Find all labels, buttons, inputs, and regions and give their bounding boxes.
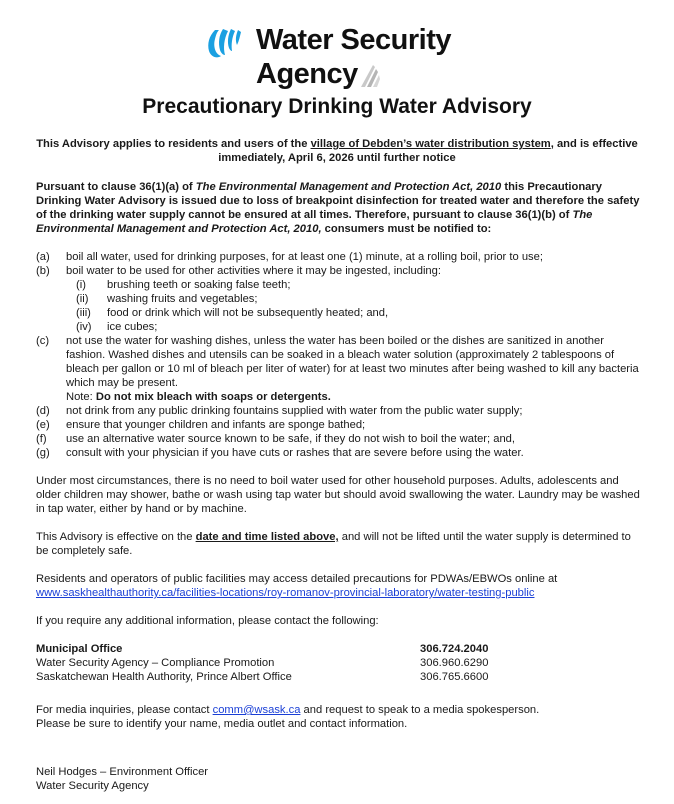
page-title: Precautionary Drinking Water Advisory <box>142 95 532 118</box>
sub-label: (ii) <box>76 293 89 305</box>
media-text: For media inquiries, please contact <box>36 704 213 716</box>
effective-paragraph <box>36 530 642 558</box>
note-label: Note: <box>66 391 96 403</box>
list-label: (b) <box>36 265 50 277</box>
resources-text: Residents and operators of public facilities may access detailed precautions for PDWAs/EBWOs online at <box>36 573 558 585</box>
resources-paragraph <box>36 572 642 600</box>
list-label: (e) <box>36 419 50 431</box>
pursuant-text-2: this Precautionary Drinking Water Advisory is issued due to loss of breakpoint disinfection for treated water and therefore the safety of the drinking water supply cannot be ensured at all times. Therefore, pursuant to clause 36(1)(b) of <box>36 181 640 221</box>
note-warning: Do not mix bleach with soaps or detergents. <box>95 391 331 403</box>
pursuant-text-3: consumers must be notified to: <box>321 223 492 235</box>
media-text-3: Please be sure to identify your name, media outlet and contact information. <box>36 718 408 730</box>
list-label: (g) <box>36 447 50 459</box>
sub-label: (iv) <box>76 321 92 333</box>
sha-water-testing-link[interactable]: www.saskhealthauthority.ca/facilities-locations/roy-romanov-provincial-laboratory/water-testing-public <box>36 587 535 599</box>
contact-row <box>36 642 636 656</box>
list-text: ensure that younger children and infants are sponge bathed; <box>66 419 366 431</box>
household-paragraph: Under most circumstances, there is no need to boil water used for other household purposes. Adults, adolescents and older children may shower, bathe or wash using tap water but should avoid swallowing the water. Laundry may be washed in tap water, either by hand or by machine. <box>36 475 640 515</box>
contact-phone: 306.960.6290 <box>420 657 489 669</box>
effective-text: This Advisory is effective on the <box>36 531 196 543</box>
list-text: not drink from any public drinking fountains supplied with water from the public water supply; <box>66 405 523 417</box>
sub-text: brushing teeth or soaking false teeth; <box>107 279 291 291</box>
wheat-accent-icon <box>359 63 381 89</box>
media-paragraph <box>36 703 642 731</box>
effective-text-2: and will not be lifted until the water supply is determined to be completely safe. <box>36 531 631 557</box>
contact-intro: If you require any additional information, please contact the following: <box>36 615 379 627</box>
list-label: (f) <box>36 433 47 445</box>
list-text: consult with your physician if you have cuts or rashes that are severe before using the water. <box>66 447 524 459</box>
act-name-1: The Environmental Management and Protection Act, 2010 <box>195 181 502 193</box>
sub-label: (iii) <box>76 307 91 319</box>
logo-text-line2: Agency <box>256 58 358 90</box>
list-text: use an alternative water source known to be safe, if they do not wish to boil the water; and, <box>66 433 516 445</box>
list-c-text: not use the water for washing dishes, unless the water has been boiled or the dishes are sanitized in another fashion. Washed dishes and utensils can be soaked in a bleach water solution (approximately 2 tablespoons of bleach per gallon or 10 ml of bleach per liter of water) for at least two minutes after being washed to kill any bacteria which may be present. <box>66 335 639 389</box>
water-drop-logo-icon <box>206 26 252 60</box>
advisory-scope <box>36 137 638 165</box>
intro-location: village of Debden’s water distribution system <box>310 138 551 150</box>
sub-label: (i) <box>76 279 86 291</box>
logo-text-line1: Water Security <box>256 24 451 56</box>
pursuant-text-1: Pursuant to clause 36(1)(a) of <box>36 181 196 193</box>
media-email-link[interactable]: comm@wsask.ca <box>212 704 301 716</box>
contact-phone: 306.724.2040 <box>420 643 489 655</box>
sub-text: food or drink which will not be subsequently heated; and, <box>107 307 389 319</box>
contact-row <box>36 670 636 684</box>
intro-text: This Advisory applies to residents and users of the <box>36 138 311 150</box>
act-name-2: The Environmental Management and Protection Act, 2010, <box>36 209 593 235</box>
wsa-logo <box>206 22 476 92</box>
list-text: boil water to be used for other activities where it may be ingested, including: <box>66 265 441 277</box>
signatory-name: Neil Hodges – Environment Officer <box>36 766 209 778</box>
contact-phone: 306.765.6600 <box>420 671 489 683</box>
sub-text: washing fruits and vegetables; <box>107 293 258 305</box>
list-text <box>66 334 642 404</box>
sub-text: ice cubes; <box>107 321 158 333</box>
list-text: boil all water, used for drinking purposes, for at least one (1) minute, at a rolling boil, prior to use; <box>66 251 543 263</box>
intro-effective: , and is effective immediately, April 6, 2026 until further notice <box>218 138 638 164</box>
list-label: (a) <box>36 251 50 263</box>
signatory-org: Water Security Agency <box>36 780 149 792</box>
media-text-2: and request to speak to a media spokesperson. <box>300 704 540 716</box>
signature <box>36 765 642 793</box>
effective-emphasis: date and time listed above, <box>195 531 339 543</box>
contact-name: Municipal Office <box>36 643 123 655</box>
contact-name: Water Security Agency – Compliance Promotion <box>36 657 275 669</box>
list-label: (d) <box>36 405 50 417</box>
list-label: (c) <box>36 335 50 347</box>
pursuant-paragraph <box>36 180 642 236</box>
contact-name: Saskatchewan Health Authority, Prince Albert Office <box>36 671 292 683</box>
contact-row <box>36 656 636 670</box>
